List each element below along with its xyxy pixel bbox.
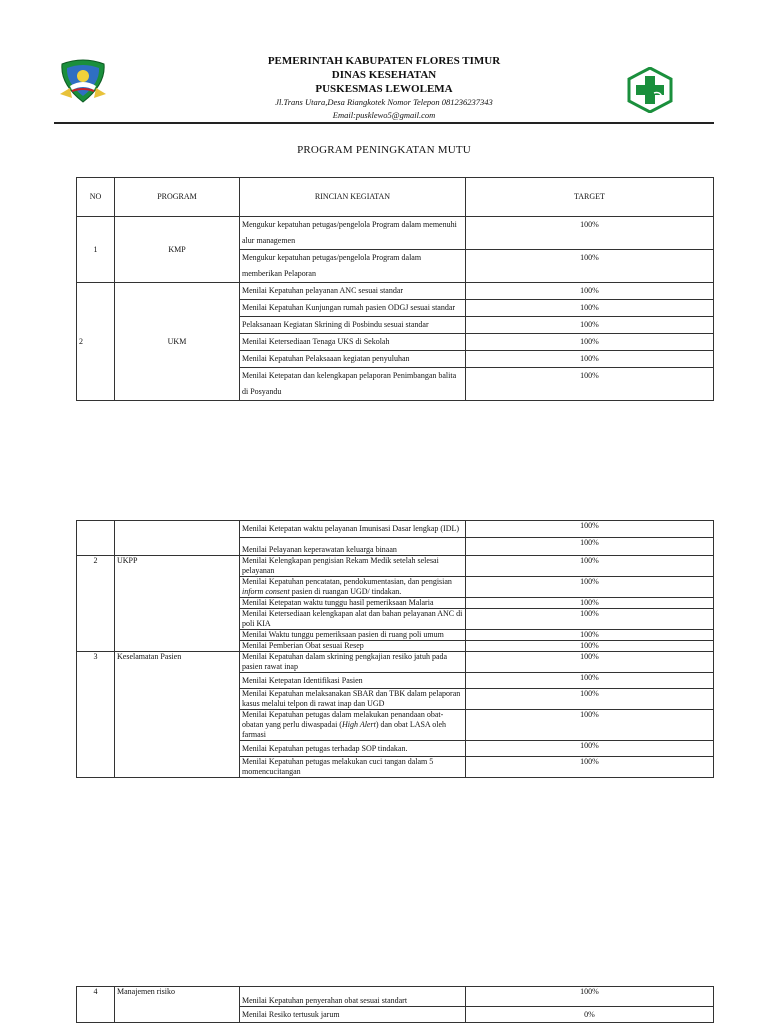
target-cell: 100% [466,652,714,673]
document-title: PROGRAM PENINGKATAN MUTU [297,144,471,156]
program-name-empty [115,521,240,556]
col-header-program: PROGRAM [115,178,240,217]
activity-cell [240,577,466,598]
activity-cell: Menilai Kepatuhan Pelaksaaan kegiatan penyuluhan [240,351,466,368]
department-name: DINAS KESEHATAN [331,69,437,81]
puskesmas-name: PUSKESMAS LEWOLEMA [315,83,453,95]
target-cell: 100% [466,334,714,351]
quality-program-table-3 [76,986,714,1023]
puskesmas-cross-logo [626,67,674,113]
row-number-empty [77,521,115,556]
government-name: PEMERINTAH KABUPATEN FLORES TIMUR [267,55,501,67]
target-cell: 0% [466,1007,714,1023]
program-name: KMP [115,217,240,283]
col-header-target: TARGET [466,178,714,217]
activity-cell: Menilai Ketepatan waktu tunggu hasil pemeriksaan Malaria [240,598,466,609]
target-cell: 100% [466,577,714,598]
target-cell: 100% [466,368,714,401]
target-cell: 100% [466,710,714,741]
activity-cell: Menilai Waktu tunggu pemeriksaan pasien di ruang poli umum [240,630,466,641]
activity-text: ) dan obat LASA oleh farmasi [242,720,447,739]
activity-cell: Menilai Pemberian Obat sesuai Resep [240,641,466,652]
row-number: 2 [77,556,115,652]
target-cell: 100% [466,757,714,778]
activity-cell: Menilai Kepatuhan dalam skrining pengkajian resiko jatuh pada pasien rawat inap [240,652,466,673]
target-cell: 100% [466,556,714,577]
target-cell: 100% [466,598,714,609]
target-cell: 100% [466,987,714,1007]
activity-cell: Menilai Kepatuhan Kunjungan rumah pasien ODGJ sesuai standar [240,300,466,317]
activity-cell: Menilai Ketersediaan kelengkapan alat dan bahan pelayanan ANC di poli KIA [240,609,466,630]
activity-cell: Menilai Kepatuhan pelayanan ANC sesuai standar [240,283,466,300]
activity-italic-term: High Alert [341,720,376,729]
target-cell: 100% [466,538,714,556]
program-name: Keselamatan Pasien [115,652,240,778]
activity-text: pasien di ruangan UGD/ tindakan. [289,587,402,596]
header-divider [54,122,714,124]
address-line: Jl.Trans Utara,Desa Riangkotek Nomor Telepon 081236237343 [275,97,493,107]
activity-text: Menilai Kepatuhan petugas dalam melakukan penandaan obat-obatan yang perlu diwaspadai ( [242,710,444,729]
activity-cell: Menilai Kelengkapan pengisian Rekam Medik setelah selesai pelayanan [240,556,466,577]
program-name: UKPP [115,556,240,652]
target-cell: 100% [466,317,714,334]
target-cell: 100% [466,741,714,757]
activity-cell: Pelaksanaan Kegiatan Skrining di Posbindu sesuai standar [240,317,466,334]
program-name: Manajemen risiko [115,987,240,1023]
target-cell: 100% [466,521,714,538]
activity-cell: Mengukur kepatuhan petugas/pengelola Program dalam memberikan Pelaporan [240,250,466,283]
target-cell: 100% [466,673,714,689]
activity-cell: Menilai Kepatuhan melaksanakan SBAR dan TBK dalam pelaporan kasus melalui telpon di rawat inap dan UGD [240,689,466,710]
activity-cell: Menilai Pelayanan keperawatan keluarga binaan [240,538,466,556]
target-cell: 100% [466,689,714,710]
row-number: 3 [77,652,115,778]
target-cell: 100% [466,641,714,652]
row-number: 4 [77,987,115,1023]
activity-cell: Menilai Kepatuhan penyerahan obat sesuai standart [240,987,466,1007]
email-line: Email:pusklewo5@gmail.com [332,110,436,120]
target-cell: 100% [466,630,714,641]
kabupaten-emblem-logo [58,58,108,104]
target-cell: 100% [466,250,714,283]
activity-cell: Menilai Resiko tertusuk jarum [240,1007,466,1023]
activity-cell: Menilai Ketepatan dan kelengkapan pelaporan Penimbangan balita di Posyandu [240,368,466,401]
col-header-rincian: RINCIAN KEGIATAN [240,178,466,217]
letterhead [200,54,568,122]
target-cell: 100% [466,300,714,317]
col-header-no: NO [77,178,115,217]
row-number: 2 [77,283,115,401]
quality-program-table-2 [76,520,714,778]
target-cell: 100% [466,283,714,300]
quality-program-table-1 [76,177,714,401]
activity-cell: Mengukur kepatuhan petugas/pengelola Program dalam memenuhi alur managemen [240,217,466,250]
program-name: UKM [115,283,240,401]
activity-cell: Menilai Ketersediaan Tenaga UKS di Sekolah [240,334,466,351]
activity-cell: Menilai Kepatuhan petugas terhadap SOP tindakan. [240,741,466,757]
activity-cell [240,710,466,741]
activity-cell: Menilai Ketepatan waktu pelayanan Imunisasi Dasar lengkap (IDL) [240,521,466,538]
row-number: 1 [77,217,115,283]
target-cell: 100% [466,609,714,630]
activity-cell: Menilai Kepatuhan petugas melakukan cuci tangan dalam 5 momencucitangan [240,757,466,778]
target-cell: 100% [466,217,714,250]
activity-italic-term: inform consent [242,587,290,596]
activity-cell: Menilai Ketepatan Identifikasi Pasien [240,673,466,689]
target-cell: 100% [466,351,714,368]
activity-text: Menilai Kepatuhan pencatatan, pendokumentasian, dan pengisian [242,577,452,586]
